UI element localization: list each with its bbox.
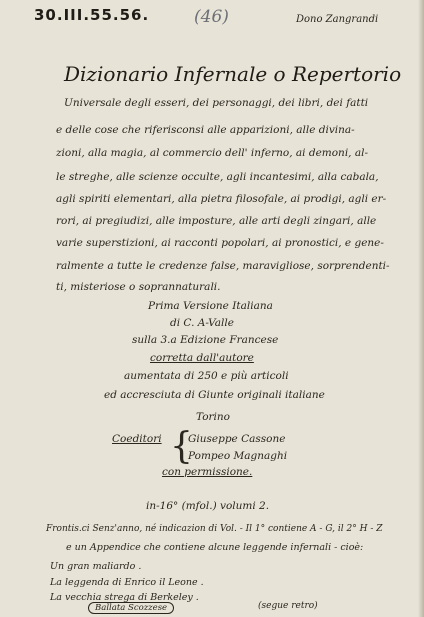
imprint-publishers-label: Coeditori xyxy=(112,433,162,445)
call-number: 30.III.55.56. xyxy=(34,6,150,24)
note-item: La vecchia strega di Berkeley . xyxy=(50,592,199,603)
title-line: ralmente a tutte le credenze false, maravigliose, sorprendenti- xyxy=(56,260,390,272)
title-main: Dizionario Infernale o Repertorio xyxy=(64,62,402,86)
note-continued: (segue retro) xyxy=(258,601,318,611)
donor-note: Dono Zangrandi xyxy=(296,14,379,25)
edition-translator: di C. A-Valle xyxy=(170,317,234,329)
edition-additions: ed accresciuta di Giunte originali italiane xyxy=(104,389,325,401)
format-volumes: in-16° (mfol.) volumi 2. xyxy=(146,500,270,512)
edition-corrected: corretta dall'autore xyxy=(150,352,254,364)
brace-symbol: { xyxy=(170,426,193,467)
title-line: Universale degli esseri, dei personaggi, dei libri, dei fatti xyxy=(64,97,369,109)
edition-version: Prima Versione Italiana xyxy=(148,300,273,312)
title-line: agli spiriti elementari, alla pietra filosofale, ai prodigi, agli er- xyxy=(56,193,387,205)
edition-augmented: aumentata di 250 e più articoli xyxy=(124,370,289,382)
card-edge xyxy=(418,0,424,617)
note-item: La leggenda di Enrico il Leone . xyxy=(50,577,204,588)
note-frontispiece: Frontis.ci Senz'anno, né indicazion di Vol. - Il 1° contiene A - G, il 2° H - Z xyxy=(46,524,383,534)
title-line: zioni, alla magia, al commercio dell' inferno, ai demoni, al- xyxy=(56,147,369,159)
imprint-place: Torino xyxy=(196,411,230,423)
title-line: rori, ai pregiudizi, alle imposture, alle arti degli zingari, alle xyxy=(56,215,377,227)
pencil-note: (46) xyxy=(194,7,229,27)
imprint-permission: con permissione. xyxy=(162,466,253,478)
title-line: ti, misteriose o soprannaturali. xyxy=(56,281,221,293)
title-line: varie superstizioni, ai racconti popolari, ai pronostici, e gene- xyxy=(56,237,384,249)
publisher-1: Giuseppe Cassone xyxy=(188,433,286,445)
edition-source: sulla 3.a Edizione Francese xyxy=(132,334,279,346)
publisher-2: Pompeo Magnaghi xyxy=(188,450,288,462)
title-line: le streghe, alle scienze occulte, agli incantesimi, alla cabala, xyxy=(56,171,379,183)
note-ballad: Ballata Scozzese xyxy=(88,602,174,614)
note-appendix: e un Appendice che contiene alcune leggende infernali - cioè: xyxy=(66,542,364,553)
title-line: e delle cose che riferisconsi alle apparizioni, alle divina- xyxy=(56,124,355,136)
note-item: Un gran maliardo . xyxy=(50,561,142,572)
